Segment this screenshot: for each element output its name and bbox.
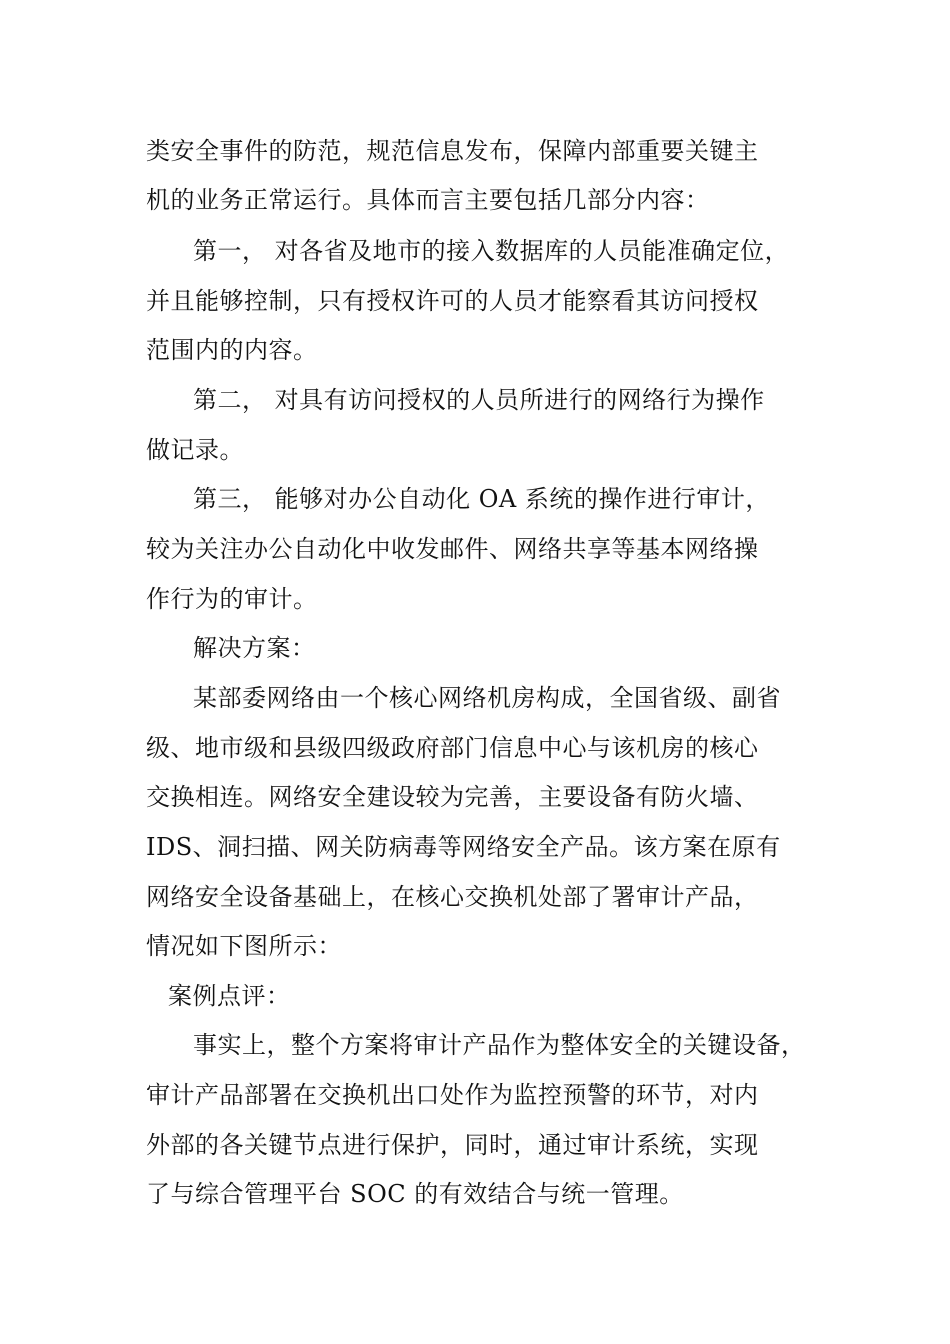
paragraph-line: 交换相连。网络安全建设较为完善，主要设备有防火墙、 bbox=[146, 783, 759, 811]
paragraph-line: 类安全事件的防范，规范信息发布，保障内部重要关键主 bbox=[146, 137, 759, 165]
paragraph-line: 级、地市级和县级四级政府部门信息中心与该机房的核心 bbox=[146, 734, 759, 762]
paragraph-line: 做记录。 bbox=[146, 436, 244, 464]
section-heading: 解决方案： bbox=[193, 634, 316, 662]
paragraph-line: 机的业务正常运行。具体而言主要包括几部分内容： bbox=[146, 186, 710, 214]
paragraph-line: 作行为的审计。 bbox=[146, 585, 318, 613]
paragraph-line: 外部的各关键节点进行保护，同时，通过审计系统，实现 bbox=[146, 1131, 759, 1159]
paragraph-line: 第二， 对具有访问授权的人员所进行的网络行为操作 bbox=[193, 386, 765, 414]
paragraph-line: 较为关注办公自动化中收发邮件、网络共享等基本网络操 bbox=[146, 535, 759, 563]
paragraph-line: 事实上，整个方案将审计产品作为整体安全的关键设备， bbox=[193, 1031, 806, 1059]
paragraph-line: 情况如下图所示： bbox=[146, 932, 342, 960]
section-heading: 案例点评： bbox=[168, 982, 291, 1010]
paragraph-line: 某部委网络由一个核心网络机房构成，全国省级、副省 bbox=[193, 684, 781, 712]
paragraph-line: 审计产品部署在交换机出口处作为监控预警的环节，对内 bbox=[146, 1081, 759, 1109]
paragraph-line: 范围内的内容。 bbox=[146, 336, 318, 364]
paragraph-line: IDS、洞扫描、网关防病毒等网络安全产品。该方案在原有 bbox=[146, 833, 781, 861]
paragraph-line: 了与综合管理平台 SOC 的有效结合与统一管理。 bbox=[146, 1180, 684, 1208]
paragraph-line: 第一， 对各省及地市的接入数据库的人员能准确定位， bbox=[193, 237, 790, 265]
paragraph-line: 网络安全设备基础上，在核心交换机处部了署审计产品， bbox=[146, 883, 759, 911]
paragraph-line: 第三， 能够对办公自动化 OA 系统的操作进行审计， bbox=[193, 485, 770, 513]
paragraph-line: 并且能够控制，只有授权许可的人员才能察看其访问授权 bbox=[146, 287, 759, 315]
